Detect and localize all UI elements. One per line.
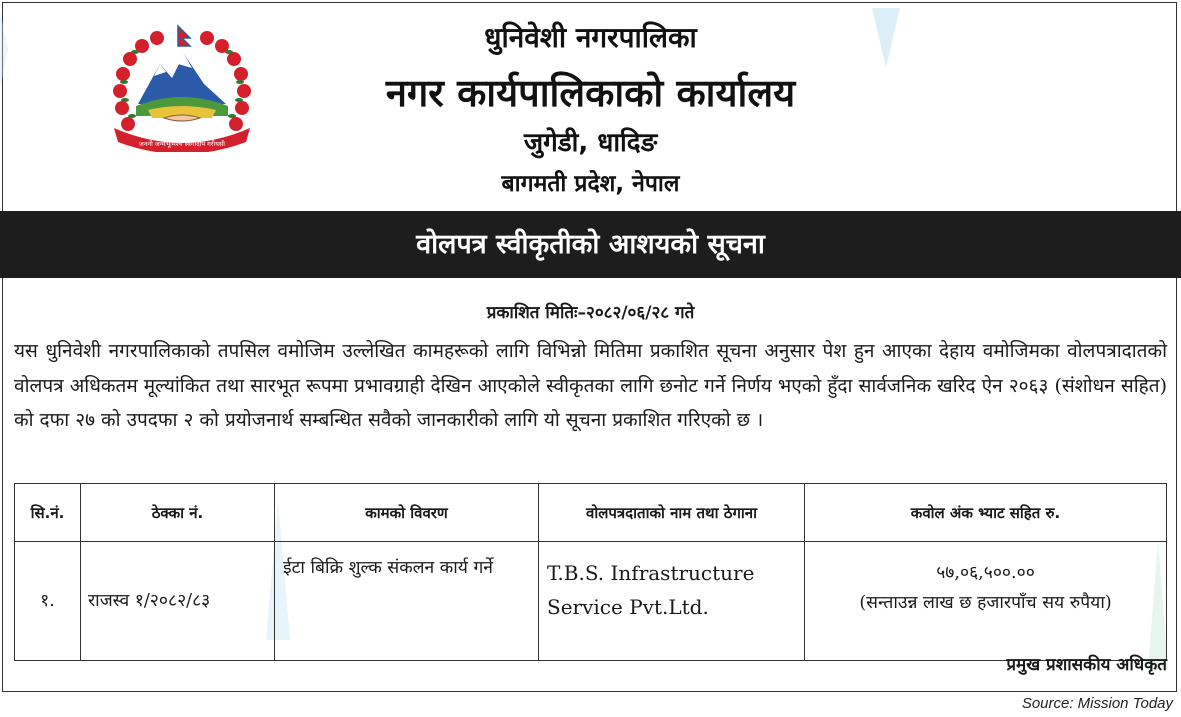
cell-bidder — [539, 542, 805, 661]
col-header-bidder: वोलपत्रदाताको नाम तथा ठेगाना — [539, 484, 805, 542]
cell-work: ईटा बिक्रि शुल्क संकलन कार्य गर्ने — [275, 542, 539, 661]
office-location: जुगेडी, धादिङ — [523, 128, 658, 158]
signatory: प्रमुख प्रशासकीय अधिकृत — [1006, 655, 1167, 675]
bid-table — [14, 483, 1167, 661]
table-row — [15, 542, 1167, 661]
notice-title-banner: वोलपत्र स्वीकृतीको आशयको सूचना — [0, 211, 1181, 278]
bid-amount: ५७,०६,५००.०० — [936, 563, 1035, 583]
cell-amount — [805, 542, 1167, 661]
province-name: बागमती प्रदेश, नेपाल — [501, 171, 680, 197]
col-header-amount: कवोल अंक भ्याट सहित रु. — [805, 484, 1167, 542]
published-date: प्रकाशित मितिः–२०८२/०६/२८ गते — [486, 303, 695, 323]
col-header-work: कामको विवरण — [275, 484, 539, 542]
cell-contract-no: राजस्व १/२०८२/८३ — [81, 542, 275, 661]
col-header-sn: सि.नं. — [15, 484, 81, 542]
notice-body: यस धुनिवेशी नगरपालिकाको तपसिल वमोजिम उल्लेखित कामहरूको लागि विभिन्नो मितिमा प्रकाशित सूचना अनुसार पेश हुन आएका देहाय वमोजिमका वोलपत्रादातको वोलपत्र अधिकतम मूल्यांकित तथा सारभूत रूपमा प्रभावग्राही देखिन आएकोले स्वीकृतका लागि छनोट गर्ने निर्णय भएको हुँदा सार्वजनिक खरिद ऐन २०६३ (संशोधन सहित) को दफा २७ को उपदफा २ को प्रयोजनार्थ सम्बन्धित सवैको जानकारीको लागि यो सूचना प्रकाशित गरिएको छ । — [14, 340, 1167, 431]
bid-amount-words: (सन्ताउन्न लाख छ हजारपाँच सय रुपैया) — [859, 593, 1112, 613]
source-credit: Source: Mission Today — [1021, 695, 1173, 712]
emblem-motto: जननी जन्मभूमिश्च स्वर्गादपि गरीयसी — [139, 140, 225, 148]
col-header-contract-no: ठेक्का नं. — [81, 484, 275, 542]
table-header-row — [15, 484, 1167, 542]
bidder-name-line2: Service Pvt.Ltd. — [547, 595, 709, 619]
municipality-name: धुनिवेशी नगरपालिका — [484, 21, 697, 54]
bidder-name-line1: T.B.S. Infrastructure — [547, 561, 755, 585]
cell-sn: १. — [15, 542, 81, 661]
office-name: नगर कार्यपालिकाको कार्यालय — [385, 71, 796, 115]
